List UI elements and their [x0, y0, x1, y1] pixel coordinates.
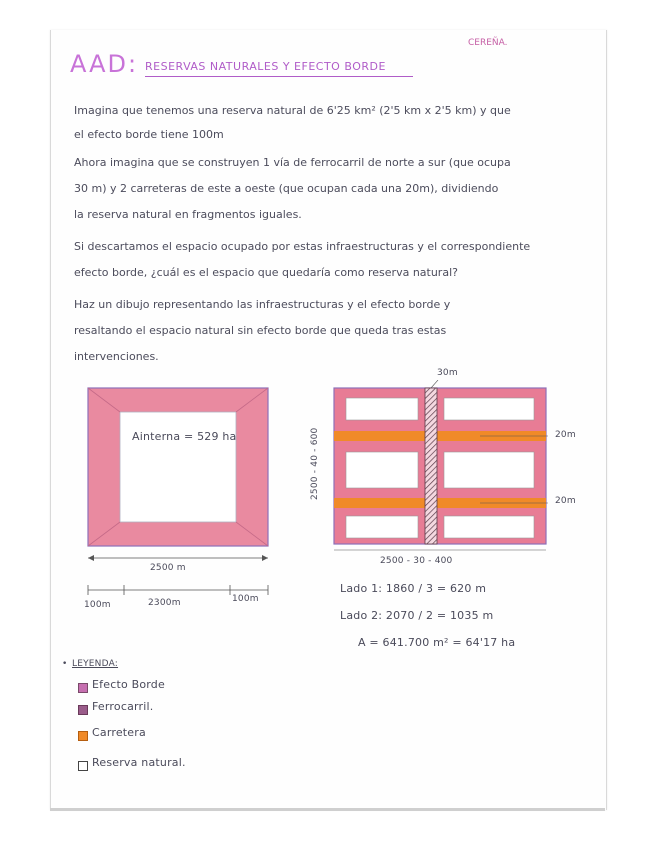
- calc-line-2: Lado 2: 2070 / 2 = 1035 m: [340, 609, 494, 622]
- left-diagram: [80, 380, 280, 620]
- text-line: resaltando el espacio natural sin efecto borde que queda tras estas: [74, 324, 447, 337]
- page-subtitle: RESERVAS NATURALES Y EFECTO BORDE: [145, 60, 386, 73]
- road-1-label: 20m: [555, 430, 576, 440]
- legend-swatch-ferrocarril: [78, 705, 88, 715]
- vertical-dimension-label: 2500 - 40 - 600: [310, 427, 320, 500]
- legend-title: LEYENDA:: [72, 659, 119, 669]
- legend-label-ferrocarril: Ferrocarril.: [92, 700, 154, 713]
- legend-label-reserva: Reserva natural.: [92, 756, 186, 769]
- fragment: [444, 398, 534, 420]
- legend-swatch-carretera: [78, 731, 88, 741]
- inner-reserve: [120, 412, 236, 522]
- railway: [425, 388, 437, 544]
- text-line: efecto borde, ¿cuál es el espacio que quedaría como reserva natural?: [74, 266, 458, 279]
- text-line: la reserva natural en fragmentos iguales.: [74, 208, 302, 221]
- calc-line-1: Lado 1: 1860 / 3 = 620 m: [340, 582, 487, 595]
- page-title: AAD:: [70, 50, 139, 78]
- fragment: [346, 516, 418, 538]
- text-line: Si descartamos el espacio ocupado por estas infraestructuras y el correspondiente: [74, 240, 531, 253]
- legend-label-efecto-borde: Efecto Borde: [92, 678, 165, 691]
- text-line: el efecto borde tiene 100m: [74, 128, 224, 141]
- rail-width-label: 30m: [437, 368, 458, 378]
- text-line: 30 m) y 2 carreteras de este a oeste (que ocupan cada una 20m), dividiendo: [74, 182, 499, 195]
- fragment: [346, 452, 418, 488]
- seg-mid-label: 2300m: [148, 598, 181, 608]
- legend-swatch-efecto-borde: [78, 683, 88, 693]
- author-name: CEREÑA.: [468, 38, 508, 48]
- bottom-dimension-label: 2500 - 30 - 400: [380, 556, 453, 566]
- road-2-label: 20m: [555, 496, 576, 506]
- seg-right-label: 100m: [232, 594, 259, 604]
- width-label: 2500 m: [150, 563, 186, 573]
- text-line: Haz un dibujo representando las infraestructuras y el efecto borde y: [74, 298, 451, 311]
- legend-swatch-reserva: [78, 761, 88, 771]
- subtitle-underline: [145, 76, 413, 77]
- legend-label-carretera: Carretera: [92, 726, 146, 739]
- text-line: intervenciones.: [74, 350, 159, 363]
- calc-line-3: A = 641.700 m² = 64'17 ha: [358, 636, 516, 649]
- right-diagram: [330, 380, 550, 555]
- text-line: Imagina que tenemos una reserva natural de 6'25 km² (2'5 km x 2'5 km) y que: [74, 104, 511, 117]
- inner-area-label: Ainterna = 529 ha: [132, 430, 237, 443]
- seg-left-label: 100m: [84, 600, 111, 610]
- fragment: [444, 516, 534, 538]
- sheet-edge: [50, 808, 605, 811]
- text-line: Ahora imagina que se construyen 1 vía de ferrocarril de norte a sur (que ocupa: [74, 156, 511, 169]
- fragment: [444, 452, 534, 488]
- fragment: [346, 398, 418, 420]
- legend-bullet: •: [62, 659, 68, 669]
